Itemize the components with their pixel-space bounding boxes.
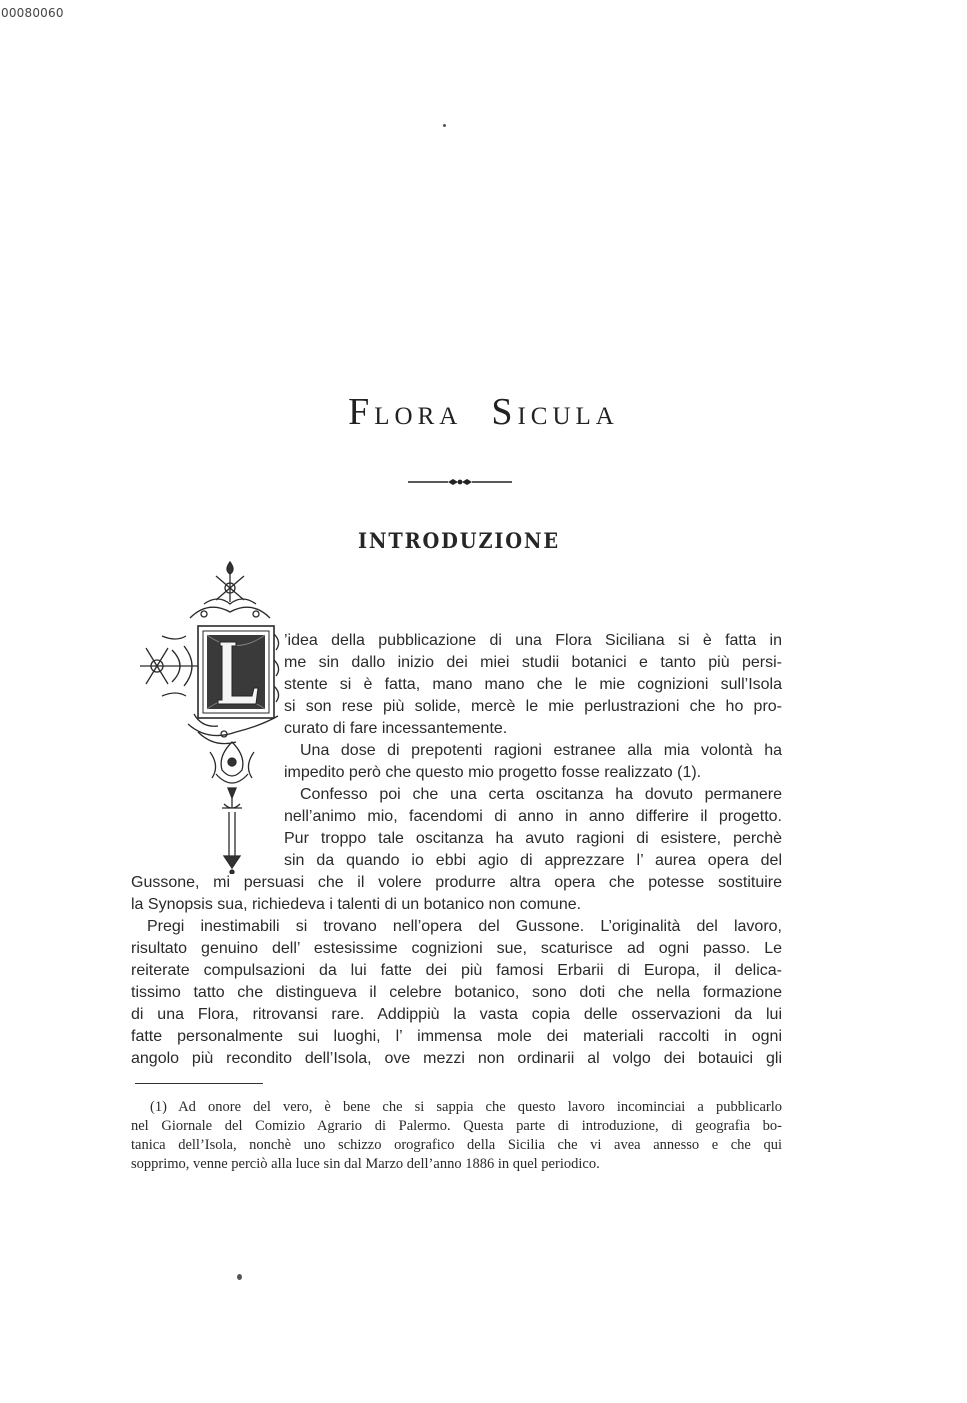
footnote-line: sopprimo, venne perciò alla luce sin dal Marzo dell’anno 1886 in quel periodico.	[131, 1156, 600, 1172]
body-line: nell’animo mio, facendomi di anno in anno differire il progetto.	[284, 808, 782, 825]
body-line: di una Flora, ritrovansi rare. Addippiù la vasta copia delle osservazioni da lui	[131, 1006, 782, 1023]
body-line: angolo più recondito dell’Isola, ove mezzi non ordinarii al volgo dei botauici gli	[131, 1050, 782, 1067]
body-line: tissimo tatto che distingueva il celebre botanico, sono doti che nella formazione	[131, 984, 782, 1001]
body-line: stente si è fatta, mano mano che le mie cognizioni sull’Isola	[284, 676, 782, 693]
body-line: curato di fare incessantemente.	[284, 720, 508, 737]
body-line: impedito però che questo mio progetto fosse realizzato (1).	[284, 764, 702, 781]
book-title-icula: ICULA	[517, 403, 619, 430]
book-title	[0, 390, 967, 434]
body-line: sin da quando io ebbi agio di apprezzare l’ aurea opera del	[284, 852, 782, 869]
ornamental-initial-l	[128, 556, 284, 874]
body-line: ’idea della pubblicazione di una Flora Siciliana si è fatta in	[284, 632, 782, 649]
body-line: la Synopsis sua, richiedeva i talenti di un botanico non comune.	[131, 896, 582, 913]
body-line: me sin dallo inizio dei miei studii botanici e tanto più persi-	[284, 654, 782, 671]
body-line: Una dose di prepotenti ragioni estranee alla mia volontà ha	[300, 742, 782, 759]
body-line: Pur troppo tale oscitanza ha avuto ragioni di esistere, perchè	[284, 830, 782, 847]
footnote-line: tanica dell’Isola, nonchè uno schizzo orografico della Sicilia che vi avea annesso e che qui	[131, 1137, 782, 1153]
body-line: si son rese più solide, mercè le mie perlustrazioni che ho pro-	[284, 698, 782, 715]
book-title-s: S	[491, 391, 518, 433]
body-line: Gussone, mi persuasi che il volere produrre altra opera che potesse sostituire	[131, 874, 782, 891]
book-title-f: F	[348, 391, 375, 433]
footnote-separator	[135, 1083, 263, 1084]
page-id: 00080060	[1, 6, 64, 20]
paper-speck	[237, 1274, 242, 1280]
paper-speck	[443, 124, 446, 127]
body-line: Pregi inestimabili si trovano nell’opera del Gussone. L’originalità del lavoro,	[147, 918, 782, 935]
body-line: fatte personalmente sui luoghi, l’ immensa mole dei materiali raccolti in ogni	[131, 1028, 782, 1045]
body-line: Confesso poi che una certa oscitanza ha dovuto permanere	[300, 786, 782, 803]
footnote-line: nel Giornale del Comizio Agrario di Palermo. Questa parte di introduzione, di geografia bo-	[131, 1118, 782, 1134]
body-line: reiterate compulsazioni da lui fatte dei più famosi Erbarii di Europa, il delica-	[131, 962, 782, 979]
footnote-line: (1) Ad onore del vero, è bene che si sappia che questo lavoro incominciai a pubblicarlo	[150, 1099, 782, 1115]
title-ornament-rule	[408, 476, 512, 488]
section-title: INTRODUZIONE	[358, 528, 560, 553]
book-title-lora: LORA	[374, 403, 463, 430]
body-line: risultato genuino dell’ estesissime cognizioni sue, scaturisce ad ogni passo. Le	[131, 940, 782, 957]
